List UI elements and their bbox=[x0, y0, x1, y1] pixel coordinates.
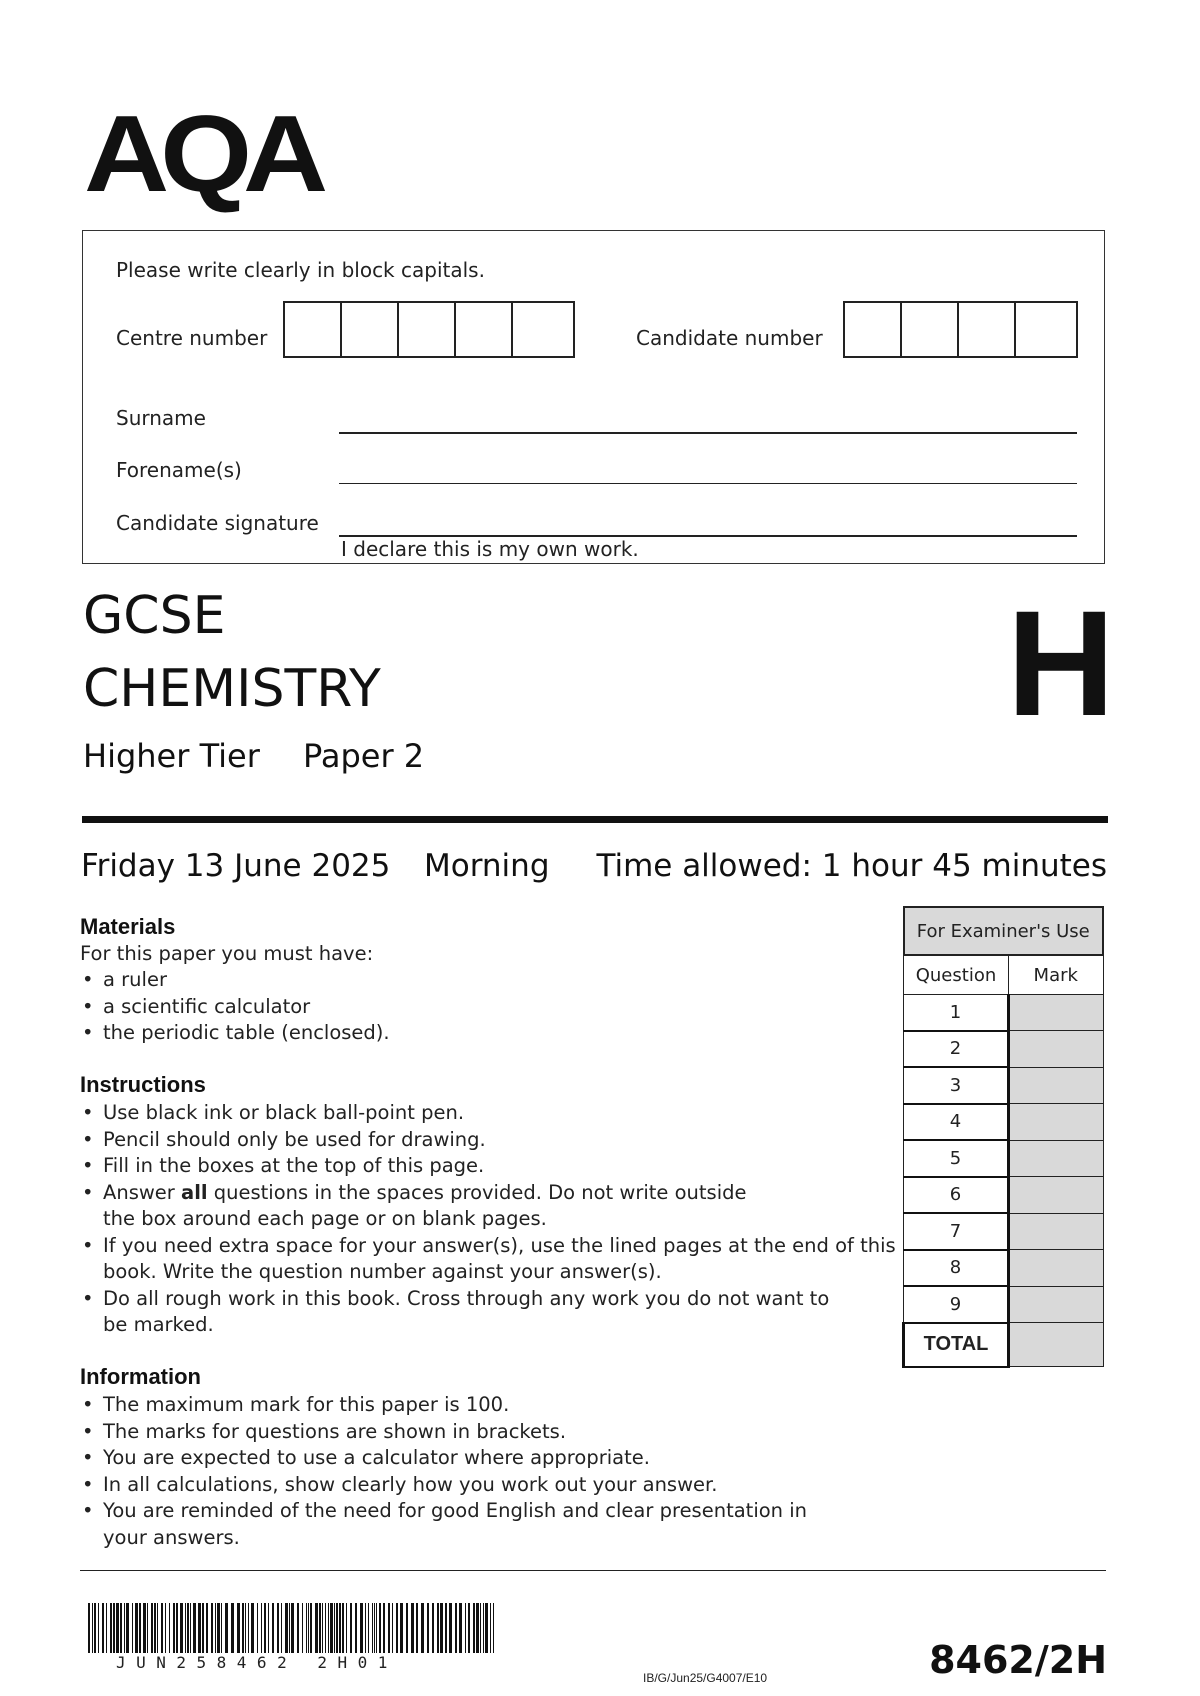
barcode-bar bbox=[372, 1603, 373, 1653]
information-heading: Information bbox=[80, 1364, 201, 1389]
forenames-label: Forename(s) bbox=[116, 458, 242, 482]
block-capitals-instruction: Please write clearly in block capitals. bbox=[116, 258, 485, 282]
total-mark-cell bbox=[1009, 1323, 1104, 1367]
examiner-use-table bbox=[902, 906, 1104, 1368]
paper-text: Paper 2 bbox=[303, 737, 425, 775]
barcode-bar bbox=[406, 1603, 408, 1653]
aqa-logo: AQA bbox=[84, 93, 320, 215]
barcode-bar bbox=[465, 1603, 466, 1653]
barcode-bar bbox=[437, 1603, 439, 1653]
barcode-text: JUN258462 2H01 bbox=[116, 1653, 398, 1672]
instruction-item: • Use black ink or black ball-point pen. bbox=[80, 1100, 880, 1127]
total-label: TOTAL bbox=[904, 1323, 1009, 1367]
barcode-bar bbox=[113, 1603, 115, 1653]
answer-all-line2: the box around each page or on blank pages. bbox=[103, 1207, 547, 1230]
barcode-bar bbox=[245, 1603, 246, 1653]
instruction-item: • Fill in the boxes at the top of this page. bbox=[80, 1153, 880, 1180]
barcode-bar bbox=[360, 1603, 363, 1653]
barcode-bar bbox=[264, 1603, 266, 1653]
question-number: 5 bbox=[904, 1140, 1009, 1177]
barcode-bar bbox=[355, 1603, 357, 1653]
instruction-item: • Pencil should only be used for drawing. bbox=[80, 1127, 880, 1154]
instructions-section bbox=[80, 1072, 896, 1339]
barcode-bar bbox=[135, 1603, 138, 1653]
surname-label: Surname bbox=[116, 406, 206, 430]
barcode-bar bbox=[92, 1603, 93, 1653]
barcode-bar bbox=[221, 1603, 222, 1653]
barcode-bar bbox=[257, 1603, 258, 1653]
question-number: 9 bbox=[904, 1286, 1009, 1323]
barcode-bar bbox=[346, 1603, 347, 1653]
barcode-bar bbox=[483, 1603, 484, 1653]
barcode-bar bbox=[94, 1603, 96, 1653]
barcode-bar bbox=[432, 1603, 434, 1653]
surname-field[interactable] bbox=[339, 432, 1077, 434]
barcode-bar bbox=[272, 1603, 274, 1653]
barcode-bar bbox=[165, 1603, 166, 1653]
barcode-bar bbox=[116, 1603, 119, 1653]
signature-label: Candidate signature bbox=[116, 511, 319, 535]
barcode-bar bbox=[308, 1603, 309, 1653]
barcode-bar bbox=[190, 1603, 191, 1653]
barcode-bar bbox=[306, 1603, 307, 1653]
information-item: • You are expected to use a calculator where appropriate. bbox=[80, 1445, 880, 1472]
time-allowed: Time allowed: 1 hour 45 minutes bbox=[596, 848, 1107, 884]
barcode-bar bbox=[315, 1603, 318, 1653]
barcode-bar bbox=[400, 1603, 403, 1653]
barcode-bar bbox=[440, 1603, 443, 1653]
mark-cell bbox=[1009, 1140, 1104, 1177]
barcode-bar bbox=[480, 1603, 481, 1653]
barcode-bar bbox=[325, 1603, 326, 1653]
barcode-bar bbox=[330, 1603, 333, 1653]
barcode-bar bbox=[368, 1603, 369, 1653]
barcode-bar bbox=[334, 1603, 335, 1653]
barcode-bar bbox=[185, 1603, 186, 1653]
barcode-bar bbox=[124, 1603, 125, 1653]
mark-cell bbox=[1009, 1286, 1104, 1323]
barcode-bar bbox=[365, 1603, 366, 1653]
question-number: 4 bbox=[904, 1104, 1009, 1141]
barcode-bar bbox=[242, 1603, 244, 1653]
instruction-item: • If you need extra space for your answer(s), use the lined pages at the end of this book. Write the question number against your answer(s). bbox=[80, 1233, 898, 1286]
barcode-bar bbox=[291, 1603, 294, 1653]
instruction-item: • Do all rough work in this book. Cross through any work you do not want to be marked. bbox=[80, 1286, 858, 1339]
tier-letter: H bbox=[1006, 579, 1115, 747]
candidate-digit-box[interactable] bbox=[1016, 303, 1073, 356]
barcode-bar bbox=[206, 1603, 208, 1653]
barcode-bar bbox=[350, 1603, 352, 1653]
reference-code: IB/G/Jun25/G4007/E10 bbox=[643, 1671, 768, 1685]
barcode-bar bbox=[445, 1603, 447, 1653]
centre-digit-box[interactable] bbox=[399, 303, 456, 356]
barcode-bar bbox=[328, 1603, 329, 1653]
barcode-bar bbox=[193, 1603, 196, 1653]
mark-cell bbox=[1009, 1067, 1104, 1104]
answer-all-bold: all bbox=[181, 1180, 208, 1204]
barcode-bar bbox=[374, 1603, 375, 1653]
barcode-bar bbox=[421, 1603, 424, 1653]
title-divider bbox=[82, 816, 1108, 823]
centre-number-boxes[interactable] bbox=[283, 301, 575, 358]
centre-digit-box[interactable] bbox=[456, 303, 513, 356]
question-number: 6 bbox=[904, 1177, 1009, 1214]
barcode-bar bbox=[251, 1603, 254, 1653]
barcode-bar bbox=[277, 1603, 279, 1653]
materials-section bbox=[80, 914, 880, 1047]
centre-digit-box[interactable] bbox=[285, 303, 342, 356]
barcode-bar bbox=[217, 1603, 220, 1653]
barcode-bar bbox=[342, 1603, 344, 1653]
barcode-bar bbox=[215, 1603, 216, 1653]
barcode-bar bbox=[339, 1603, 341, 1653]
barcode-bar bbox=[459, 1603, 462, 1653]
barcode-bar bbox=[473, 1603, 475, 1653]
declaration-text: I declare this is my own work. bbox=[341, 537, 639, 561]
barcode-bar bbox=[151, 1603, 153, 1653]
barcode-bar bbox=[268, 1603, 269, 1653]
barcode-bar bbox=[120, 1603, 122, 1653]
barcode-bar bbox=[187, 1603, 189, 1653]
barcode-bar bbox=[411, 1603, 414, 1653]
question-number: 1 bbox=[904, 995, 1009, 1031]
barcode-bar bbox=[455, 1603, 457, 1653]
question-column-header: Question bbox=[904, 955, 1009, 995]
centre-digit-box[interactable] bbox=[342, 303, 399, 356]
materials-intro: For this paper you must have: bbox=[80, 942, 374, 965]
barcode-bar bbox=[154, 1603, 156, 1653]
barcode-bar bbox=[379, 1603, 381, 1653]
candidate-digit-box[interactable] bbox=[845, 303, 902, 356]
instruction-item-answer-all bbox=[80, 1180, 880, 1233]
barcode-bar bbox=[322, 1603, 323, 1653]
barcode-bar bbox=[388, 1603, 390, 1653]
barcode-bar bbox=[468, 1603, 470, 1653]
exam-date: Friday 13 June 2025 bbox=[81, 848, 391, 884]
barcode-bar bbox=[485, 1603, 488, 1653]
barcode-bar bbox=[126, 1603, 129, 1653]
barcode-bar bbox=[302, 1603, 303, 1653]
barcode-bar bbox=[383, 1603, 385, 1653]
barcode-bar bbox=[261, 1603, 262, 1653]
barcode-bar bbox=[476, 1603, 479, 1653]
barcode-bar bbox=[427, 1603, 429, 1653]
mark-cell bbox=[1009, 1250, 1104, 1287]
barcode-bar bbox=[416, 1603, 418, 1653]
barcode-bar bbox=[202, 1603, 204, 1653]
information-section bbox=[80, 1364, 880, 1551]
mark-cell bbox=[1009, 1177, 1104, 1214]
subject-title: CHEMISTRY bbox=[83, 659, 381, 719]
question-number: 2 bbox=[904, 1031, 1009, 1068]
barcode-bar bbox=[449, 1603, 452, 1653]
information-item: • The maximum mark for this paper is 100. bbox=[80, 1392, 880, 1419]
barcode-bar bbox=[493, 1603, 494, 1653]
centre-number-label: Centre number bbox=[116, 326, 268, 350]
candidate-details-box bbox=[82, 230, 1105, 564]
barcode-bar bbox=[225, 1603, 228, 1653]
footer-divider bbox=[80, 1570, 1106, 1571]
materials-heading: Materials bbox=[80, 914, 176, 939]
barcode-bar bbox=[198, 1603, 201, 1653]
mark-cell bbox=[1009, 1213, 1104, 1250]
barcode-bar bbox=[132, 1603, 133, 1653]
barcode-bar bbox=[297, 1603, 299, 1653]
barcode-bar bbox=[176, 1603, 178, 1653]
barcode-bar bbox=[281, 1603, 282, 1653]
exam-session: Morning bbox=[424, 848, 550, 884]
barcode-bar bbox=[98, 1603, 99, 1653]
barcode-bar bbox=[319, 1603, 321, 1653]
barcode-bar bbox=[289, 1603, 290, 1653]
barcode-bar bbox=[147, 1603, 148, 1653]
materials-item: • a scientific calculator bbox=[80, 994, 880, 1021]
mark-cell bbox=[1009, 995, 1104, 1031]
answer-all-pre: Answer bbox=[103, 1180, 182, 1204]
barcode-bar bbox=[490, 1603, 491, 1653]
answer-all-post: questions in the spaces provided. Do not write outside bbox=[207, 1180, 747, 1204]
candidate-number-boxes[interactable] bbox=[843, 301, 1078, 358]
information-item: • You are reminded of the need for good English and clear presentation in your answers. bbox=[80, 1498, 838, 1551]
mark-cell bbox=[1009, 1031, 1104, 1068]
mark-column-header: Mark bbox=[1009, 955, 1104, 995]
barcode-bar bbox=[110, 1603, 112, 1653]
question-number: 8 bbox=[904, 1250, 1009, 1287]
qualification-title: GCSE bbox=[83, 586, 226, 646]
barcode-bar bbox=[106, 1603, 107, 1653]
barcode-bar bbox=[211, 1603, 213, 1653]
barcode-bar bbox=[248, 1603, 249, 1653]
centre-digit-box[interactable] bbox=[513, 303, 570, 356]
candidate-digit-box[interactable] bbox=[902, 303, 959, 356]
barcode-bar bbox=[161, 1603, 163, 1653]
paper-code: 8462/2H bbox=[929, 1638, 1107, 1682]
materials-item: • the periodic table (enclosed). bbox=[80, 1020, 880, 1047]
materials-item: • a ruler bbox=[80, 967, 880, 994]
barcode-bar bbox=[102, 1603, 104, 1653]
barcode-graphic bbox=[88, 1603, 498, 1653]
information-item: • The marks for questions are shown in brackets. bbox=[80, 1419, 880, 1446]
tier-text: Higher Tier bbox=[83, 737, 260, 775]
barcode-bar bbox=[180, 1603, 183, 1653]
instructions-heading: Instructions bbox=[80, 1072, 206, 1097]
examiner-table-title: For Examiner's Use bbox=[904, 907, 1104, 955]
barcode-bar bbox=[392, 1603, 393, 1653]
candidate-number-label: Candidate number bbox=[636, 326, 823, 350]
barcode-bar bbox=[285, 1603, 288, 1653]
barcode-bar bbox=[310, 1603, 312, 1653]
candidate-digit-box[interactable] bbox=[959, 303, 1016, 356]
forenames-field[interactable] bbox=[339, 483, 1077, 484]
barcode-bar bbox=[396, 1603, 398, 1653]
barcode-bar bbox=[237, 1603, 240, 1653]
barcode-bar bbox=[376, 1603, 377, 1653]
mark-cell bbox=[1009, 1104, 1104, 1141]
question-number: 3 bbox=[904, 1067, 1009, 1104]
barcode-bar bbox=[336, 1603, 338, 1653]
barcode-bar bbox=[88, 1603, 90, 1653]
barcode-bar bbox=[143, 1603, 146, 1653]
barcode-bar bbox=[173, 1603, 175, 1653]
question-number: 7 bbox=[904, 1213, 1009, 1250]
barcode-bar bbox=[157, 1603, 158, 1653]
information-item: • In all calculations, show clearly how you work out your answer. bbox=[80, 1472, 880, 1499]
barcode-bar bbox=[231, 1603, 234, 1653]
barcode-bar bbox=[169, 1603, 170, 1653]
barcode-bar bbox=[139, 1603, 141, 1653]
